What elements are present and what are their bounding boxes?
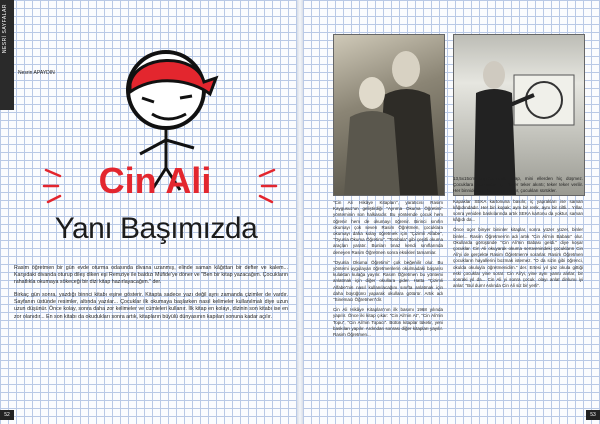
body-paragraph: Cin Ali Hikâye Kitapları'nın ilk basımı 1968 yılında yapılır. Önce iki kitap çıkar: "Cin Ali'nin At", "Cin Ali'nin Topu", "Cin Ali'nin Topacı". Bütün kitaplar tüketir, yeni baskıları yapılır. Ardından sonrası diğer kitapları yayılır. Rasim Öğretmen...	[333, 307, 443, 338]
body-paragraph: Kapaklar SEKA kartonuna basılır, iç yaprakları ise saman kâğıdındadır. Her biri kopak; aynı bir renk, aynı bir ciltli... Yıllar, sonra yeniden baskılarında artık SEKA kartonu da yoktur, saman kâğıdı da...	[453, 198, 583, 223]
section-tab	[0, 0, 14, 110]
text-column-2	[453, 176, 583, 293]
section-tab-label: NESRİ SAYFALAR	[2, 4, 8, 54]
body-paragraph: 13,5x15cm boyutlarındaki kitap, mini ellerden hiç düşmez. Çocuklara okumaktan için teker teker akıntı; teker teker verilir. Her binnide aynı bir dünya vardır, çocukları sürükler.	[453, 176, 583, 194]
body-paragraph: Önce üçer binyer bininler kitaplar, sonra yüzer yüzer, binler binler... Rasim Öğretmen'in adı artık "Cin Ali'nin Babası" olur. Okullarda görüşünde "Cin Ali'nin Babası geldi." diye koşar çocuklar. Cin Ali okuyarak okuma serüvenindeki çocukların Cin Ali'yi de gerçekte Rasim Öğretmen'e sorarlar. Rasim Öğretmen çocukların hayallerini bozmak istemez. "O da sizin gibi öğrenci, okulda okuluyla öğretmenidim." der. Ertesi yıl yaz okula gittiği eski çocuklar yine sorar: Cin Ali'yi, yine aynı yanıtı alırlar; bir sonraki yıl da... Cin Ali yi sonra çocuk, olayı anlat dinlunu iyi anlar: "Bul dum! Aslında Cin Ali siz bir yerli".	[453, 227, 583, 289]
page-number-left: 52	[0, 410, 14, 420]
intro-paragraph: Rasim öğretmen bir gün evde oturma odasında divana uzanmış, elinde saman kâğıttan bir defter ve kalem... Karşıdaki divanda oturup dileş diken eşi Remziye ile baldızı Müfide'ye döner ve "Ben bir kitap yazacağım. Çocukların rahatlıkla okumaya sökeceği bir dizi kitap hazırlayacağım." der.	[14, 265, 288, 286]
title-line-2: Yanı Başımızda	[54, 212, 258, 245]
body-paragraph: "Oyunla Okuma Öğretimi" çok beğenilir olur. Bu yöntemi uygulayan öğretmenlerin okulmadaki başarısı kulaktan kulağa yayılır. Rasim Öğretmen bu yöntemi anlatmak için diğer okullara gider. Hatta "Çizimli Alfabe"nin nasıl kullanılacağını sınıfta anlatmak için daha büyüğünü yaparak okullara götürür. Artık adı "Sinemacı Öğretmen"dir.	[333, 259, 443, 303]
author-name: Nesrin APAYDIN	[18, 70, 55, 76]
couple-photo	[333, 34, 445, 196]
page-number-right: 53	[586, 410, 600, 420]
right-page	[303, 0, 600, 424]
body-paragraph: "Cin Ali Hikâye Kitapları", yaratıcısı Rasim Kaygusuz'un geliştirdiği "Ayrıma Okuma Öğretimi" yönteminin son halkasıdır. Bu yöntemde çocuk hem öğrenir hem de okumayı öğrenir. Birinci sınıfın okumayı çok seven Rasim Öğretmen, çocuklara okumayı daha kolay öğretmek için "Çizimli Alfabe", "Oyunla Okuma Öğretimi", "Tombala" gibi çeşitli okuma araçları yaratır. Bunları tınaz kendi sınıflarında deneyen Rasim Öğretmen sonra eksikleri tamamlar.	[333, 200, 443, 255]
left-page	[0, 0, 297, 424]
title-line-1: Cin Ali	[98, 160, 212, 201]
intro-paragraph: Birkaç gün sonra, yazdığı binnci kitabı eşine gösterir. Kitapta sadece yazı değil aynı zamanda çizimler de vardır. Sayfanın üstünde resimler, altında yazılar... Çocuklar ilk okumaya başlarken nasıl kelimeler kullanılmalı diye uzun uzun düşünür. Önce kolay, sonra daha zor kelimeler ve cümleleri kullanır. İlk kitap en kolayı, dizinin son kitabı ise en zor olanıdır... En son kitabı da okudukları sonra artık, kitapların büyülü dünyasının kapıları sonuna kadar açılır.	[14, 292, 288, 320]
intro-text	[14, 265, 288, 327]
teacher-photo	[453, 34, 585, 196]
text-column-1	[333, 200, 443, 342]
